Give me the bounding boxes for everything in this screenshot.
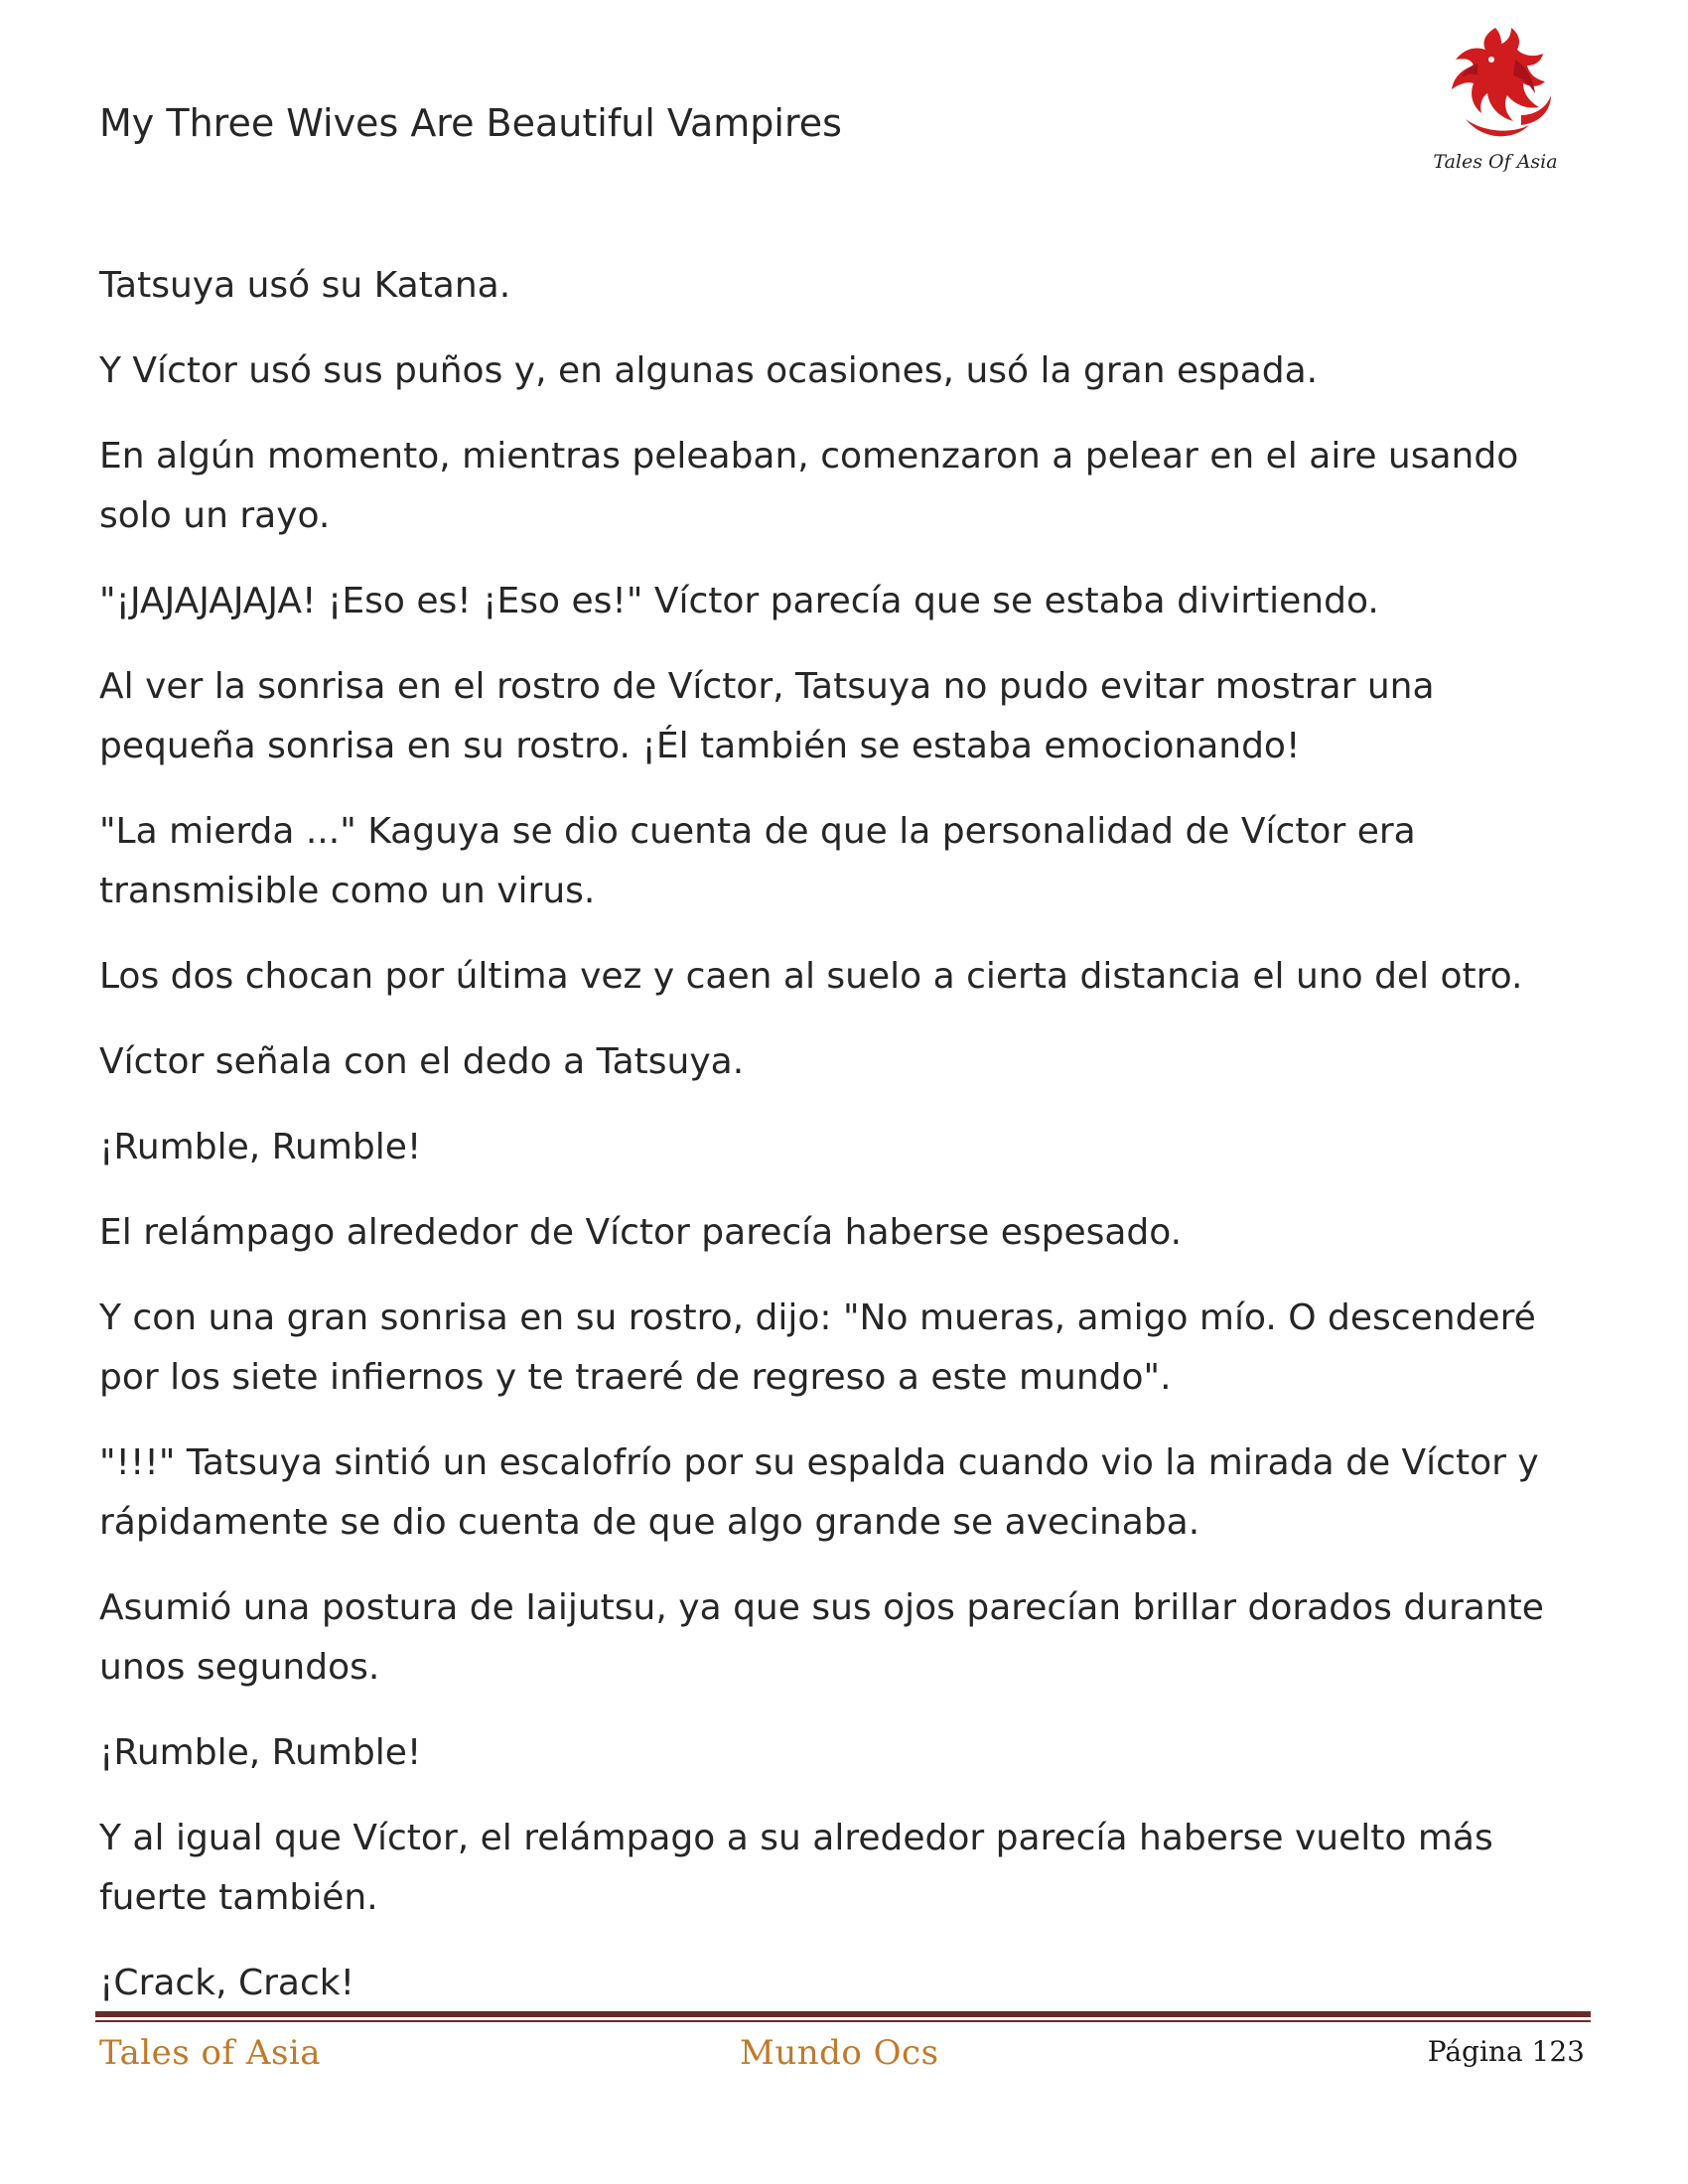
logo-text: Tales Of Asia xyxy=(1433,151,1558,173)
paragraph: "!!!" Tatsuya sintió un escalofrío por su espalda cuando vio la mirada de Víctor y rápidamente se dio cuenta de que algo grande se avecinaba. xyxy=(99,1442,1539,1543)
paragraph: Víctor señala con el dedo a Tatsuya. xyxy=(99,1041,745,1082)
paragraph: Al ver la sonrisa en el rostro de Víctor, Tatsuya no pudo evitar mostrar una pequeña sonrisa en su rostro. ¡Él también se estaba emocionando! xyxy=(99,666,1435,766)
paragraph: Asumió una postura de Iaijutsu, ya que sus ojos parecían brillar dorados durante unos segundos. xyxy=(99,1587,1544,1688)
book-title: My Three Wives Are Beautiful Vampires xyxy=(99,101,842,145)
footer-publisher: Tales of Asia xyxy=(99,2033,322,2073)
paragraph: Los dos chocan por última vez y caen al suelo a cierta distancia el uno del otro. xyxy=(99,956,1523,997)
paragraph: En algún momento, mientras peleaban, comenzaron a pelear en el aire usando solo un rayo. xyxy=(99,436,1519,536)
paragraph: ¡Rumble, Rumble! xyxy=(99,1127,422,1167)
page-number: Página 123 xyxy=(1427,2035,1585,2068)
paragraph: Y Víctor usó sus puños y, en algunas ocasiones, usó la gran espada. xyxy=(99,350,1319,391)
publisher-logo xyxy=(1426,20,1565,179)
paragraph: Tatsuya usó su Katana. xyxy=(99,265,511,306)
chapter-text xyxy=(99,256,1599,2039)
paragraph: ¡Crack, Crack! xyxy=(99,1963,355,2003)
paragraph: Y al igual que Víctor, el relámpago a su alrededor parecía haberse vuelto más fuerte también. xyxy=(99,1818,1493,1918)
paragraph: "La mierda ..." Kaguya se dio cuenta de que la personalidad de Víctor era transmisible como un virus. xyxy=(99,811,1416,911)
paragraph: Y con una gran sonrisa en su rostro, dijo: "No mueras, amigo mío. O descenderé por los siete infiernos y te traeré de regreso a este mundo". xyxy=(99,1297,1536,1398)
paragraph: "¡JAJAJAJAJA! ¡Eso es! ¡Eso es!" Víctor parecía que se estaba divirtiendo. xyxy=(99,581,1379,621)
dragon-icon xyxy=(1426,20,1565,149)
paragraph: ¡Rumble, Rumble! xyxy=(99,1732,422,1773)
paragraph: El relámpago alrededor de Víctor parecía haberse espesado. xyxy=(99,1212,1183,1253)
footer-rule-thin xyxy=(95,2020,1591,2022)
footer-rule xyxy=(95,2011,1591,2017)
footer-section: Mundo Ocs xyxy=(740,2033,939,2073)
